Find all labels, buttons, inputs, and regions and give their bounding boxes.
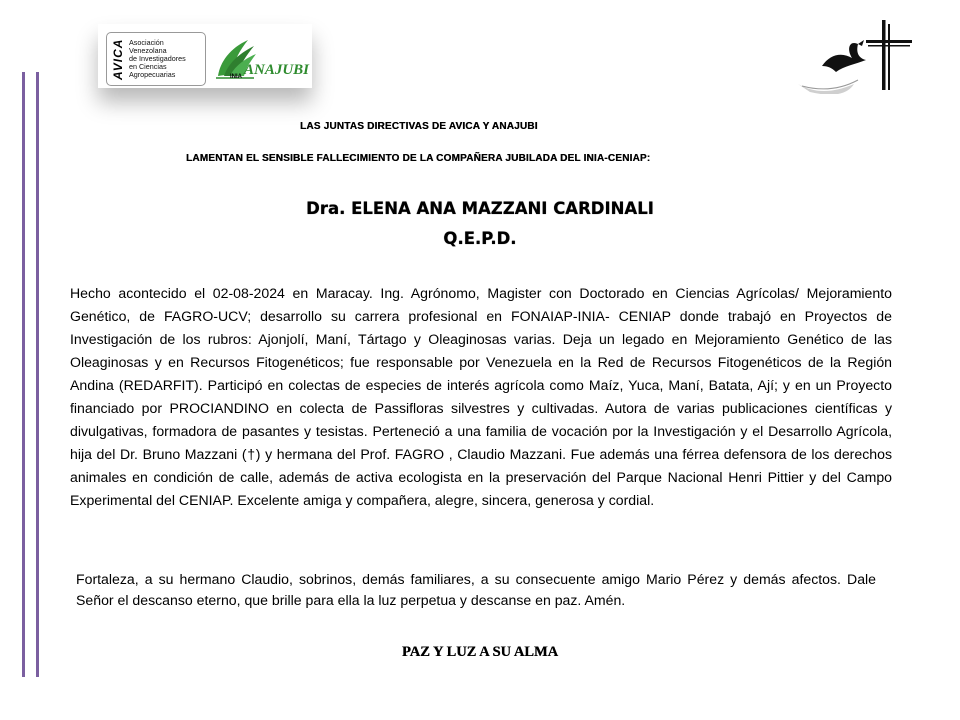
anajubi-label: ANAJUBI bbox=[244, 62, 310, 78]
header-line-1: LAS JUNTAS DIRECTIVAS DE AVICA Y ANAJUBI bbox=[300, 121, 538, 132]
left-decorative-bar bbox=[22, 72, 25, 677]
condolence-text: Fortaleza, a su hermano Claudio, sobrinos, demás familiares, a su consecuente amigo Mario Pérez y demás afectos. Dale Señor el descanso eterno, que brille para ella la luz perpetua y descanse en paz. Amén. bbox=[76, 571, 876, 608]
avica-logo-line: Asociación bbox=[129, 38, 164, 47]
left-decorative-bar-inner bbox=[36, 72, 39, 677]
header-line-2: LAMENTAN EL SENSIBLE FALLECIMIENTO DE LA COMPAÑERA JUBILADA DEL INIA-CENIAP: bbox=[186, 153, 651, 164]
inia-label: INIA bbox=[230, 74, 242, 80]
avica-logo-line: Agropecuarias bbox=[129, 70, 176, 79]
avica-logo-text bbox=[129, 39, 203, 79]
rip-abbreviation: Q.E.P.D. bbox=[443, 229, 517, 248]
avica-logo-line: en Ciencias bbox=[129, 62, 167, 71]
obituary-body: Hecho acontecido el 02-08-2024 en Maracay. Ing. Agrónomo, Magister con Doctorado en Ciencias Agrícolas/ Mejoramiento Genético, de FAGRO-UCV; desarrollo su carrera profesional en FONAIAP-INIA- CENIAP donde trabajó en Proyectos de Investigación de los rubros: Ajonjolí, Maní, Tártago y Oleaginosas varias. Deja un legado en Mejoramiento Genético de las Oleaginosas y en Recursos Fitogenéticos; fue responsable por Venezuela en la Red de Recursos Fitogenéticos de la Región Andina (REDARFIT). Participó en colectas de especies de interés agrícola como Maíz, Yuca, Maní, Batata, Ají; y en un Proyecto financiado por PROCIANDINO en colecta de Passifloras silvestres y cultivadas. Autora de varias publicaciones científicas y divulgativas, formadora de pasantes y tesistas. Perteneció a una familia de vocación por la Investigación y el Desarrollo Agrícola, hija del Dr. Bruno Mazzani (†) y hermana del Prof. FAGRO , Claudio Mazzani. Fue además una férrea defensora de los derechos animales en condición de calle, además de activa ecologista en la preservación del Parque Nacional Henri Pittier y del Campo Experimental del CENIAP. Excelente amiga y compañera, alegre, sincera, generosa y cordial. bbox=[70, 285, 892, 508]
avica-logo-line: de Investigadores bbox=[129, 54, 186, 63]
deceased-name: Dra. ELENA ANA MAZZANI CARDINALI bbox=[306, 199, 654, 218]
avica-logo bbox=[106, 32, 206, 86]
dove-cross-icon bbox=[792, 14, 922, 94]
footer-blessing: PAZ Y LUZ A SU ALMA bbox=[401, 644, 559, 660]
anajubi-logo bbox=[210, 32, 308, 86]
avica-logo-mark: AVICA bbox=[111, 38, 125, 80]
logo-group bbox=[98, 24, 312, 88]
avica-logo-line: Venezolana bbox=[129, 46, 167, 55]
